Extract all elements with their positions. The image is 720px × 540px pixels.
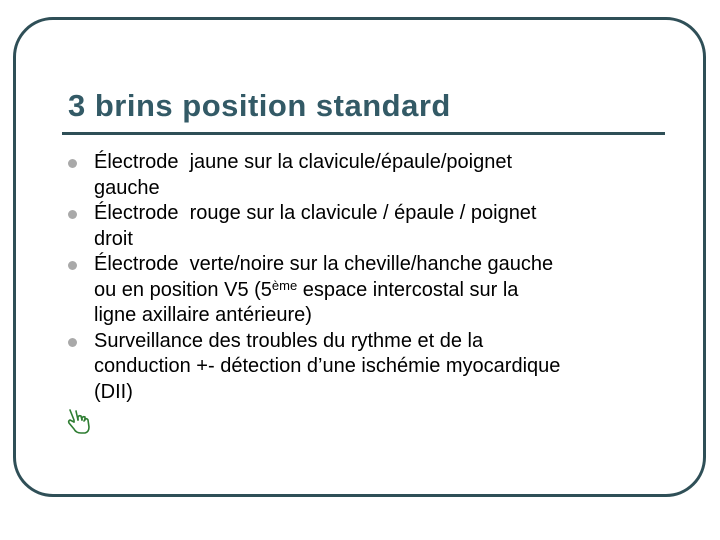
bullet-text-start: Électrode verte/noire sur la cheville/hanche gauche ou en position V5 (5	[94, 253, 554, 301]
pointing-hand-icon	[66, 408, 92, 436]
bullet-item-surveillance	[66, 329, 666, 406]
bullet-dot-icon	[68, 210, 77, 219]
bullet-item-jaune	[66, 150, 666, 201]
slide-title: 3 brins position standard	[68, 88, 451, 123]
bullet-item-rouge	[66, 201, 666, 252]
bullet-text: Électrode rouge sur la clavicule / épaule / poignet droit	[94, 202, 537, 250]
bullet-text: Électrode jaune sur la clavicule/épaule/poignet gauche	[94, 151, 513, 199]
bullet-item-verte	[66, 252, 666, 329]
bullet-dot-icon	[68, 338, 77, 347]
bullet-dot-icon	[68, 261, 77, 270]
bullet-text-end: espace intercostal sur la ligne axillaire antérieure)	[94, 278, 519, 326]
superscript-ordinal: ème	[271, 277, 298, 293]
bullet-list	[66, 150, 666, 405]
bullet-text: Surveillance des troubles du rythme et de la conduction +- détection d’une ischémie myocardique (DII)	[94, 329, 561, 403]
bullet-dot-icon	[68, 159, 77, 168]
title-underline	[62, 132, 665, 135]
